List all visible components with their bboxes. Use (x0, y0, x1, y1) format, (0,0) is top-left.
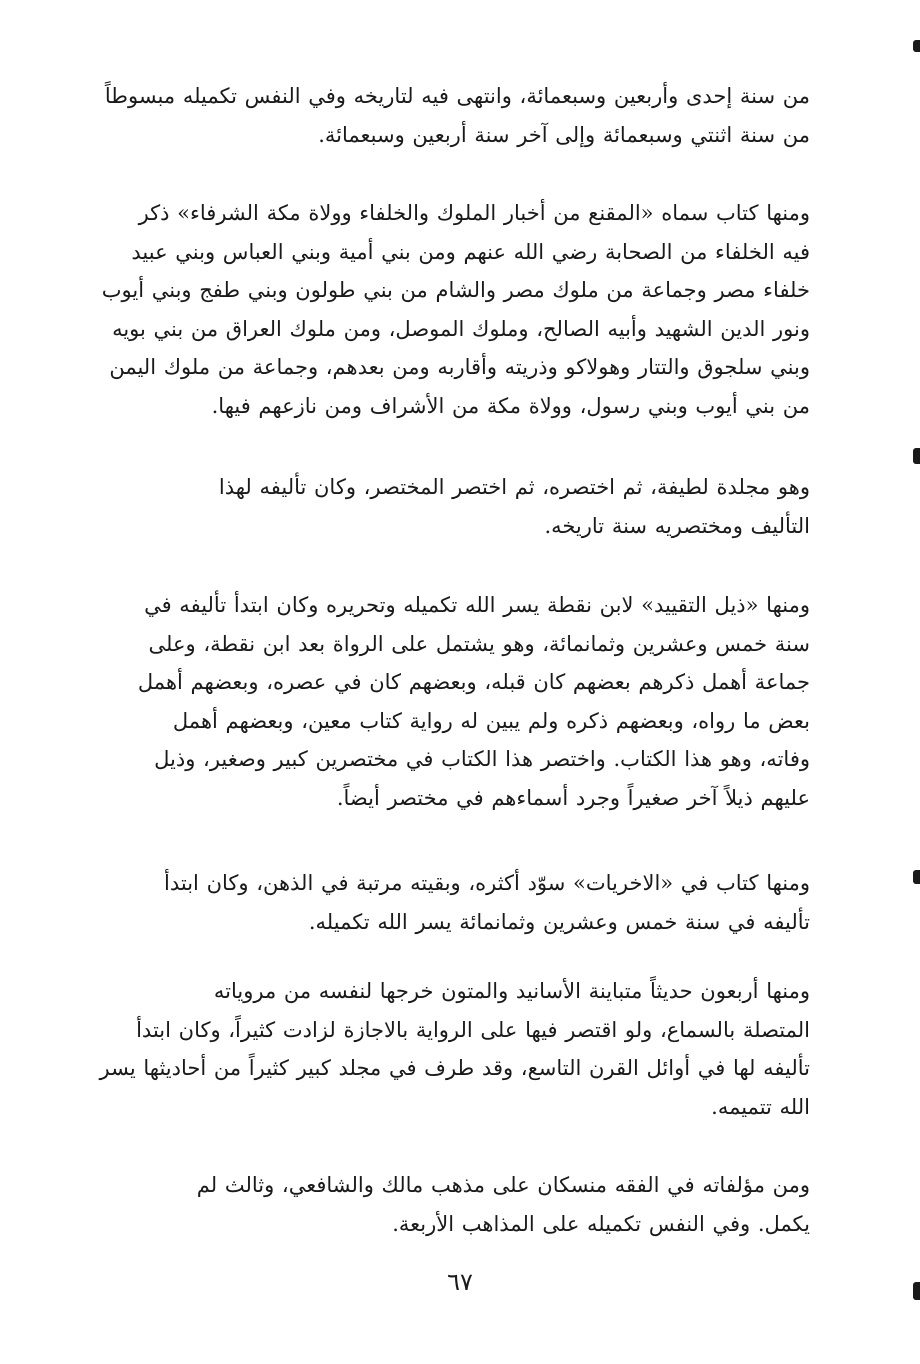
text-line: عليهم ذيلاً آخر صغيراً وجرد أسماءهم في مختصر أيضاً. (336, 785, 810, 810)
scan-edge-mark (913, 448, 920, 464)
paragraph-7 (78, 1166, 810, 1243)
text-line: بعض ما رواه، وبعضهم ذكره ولم يبين له رواية كتاب معين، وبعضهم أهمل (172, 708, 810, 733)
text-line: خلفاء مصر وجماعة من ملوك مصر والشام من بني طولون وبني طفج وبني أيوب (101, 278, 810, 302)
paragraph-4 (78, 586, 810, 817)
text-line: من سنة اثنتي وسبعمائة وإلى آخر سنة أربعين وسبعمائة. (318, 122, 810, 147)
text-line: جماعة أهمل ذكرهم بعضهم كان قبله، وبعضهم كان في عصره، وبعضهم أهمل (137, 670, 810, 694)
text-line: المتصلة بالسماع، ولو اقتصر فيها على الرواية بالاجازة لزادت كثيراً، وكان ابتدأ (136, 1017, 810, 1042)
paragraph-3 (78, 468, 810, 545)
text-line: ومنها كتاب في «الاخريات» سوّد أكثره، وبقيته مرتبة في الذهن، وكان ابتدأ (164, 871, 810, 895)
text-line: التأليف ومختصريه سنة تاريخه. (544, 513, 810, 538)
scan-edge-mark (913, 1282, 920, 1300)
text-line: وهو مجلدة لطيفة، ثم اختصره، ثم اختصر المختصر، وكان تأليفه لهذا (218, 475, 810, 499)
text-line: من سنة إحدى وأربعين وسبعمائة، وانتهى فيه لتاريخه وفي النفس تكميله مبسوطاً (104, 84, 810, 108)
text-line: الله تتميمه. (711, 1094, 810, 1119)
text-line: ومنها أربعون حديثاً متباينة الأسانيد والمتون خرجها لنفسه من مروياته (213, 979, 810, 1003)
paragraph-6 (78, 972, 810, 1126)
text-line: ومنها كتاب سماه «المقنع من أخبار الملوك والخلفاء وولاة مكة الشرفاء» ذكر (138, 201, 810, 225)
text-line: ومنها «ذيل التقييد» لابن نقطة يسر الله تكميله وتحريره وكان ابتدأ تأليفه في (144, 593, 810, 617)
text-line: فيه الخلفاء من الصحابة رضي الله عنهم ومن بني أمية وبني العباس وبني عبيد (131, 239, 810, 264)
text-line: تأليفه في سنة خمس وعشرين وثمانمائة يسر الله تكميله. (308, 909, 810, 934)
text-line: من بني أيوب وبني رسول، وولاة مكة من الأشراف ومن نازعهم فيها. (211, 393, 810, 418)
text-line: وبني سلجوق والتتار وهولاكو وذريته وأقاربه ومن بعدهم، وجماعة من ملوك اليمن (109, 355, 810, 379)
paragraph-2 (78, 194, 810, 425)
text-line: ومن مؤلفاته في الفقه منسكان على مذهب مالك والشافعي، وثالث لم (196, 1173, 810, 1197)
paragraph-1 (78, 77, 810, 154)
scan-edge-mark (913, 40, 920, 52)
scan-edge-mark (913, 870, 920, 884)
text-line: ونور الدين الشهيد وأبيه الصالح، وملوك الموصل، ومن ملوك العراق من بني بويه (112, 316, 810, 341)
page-number: ٦٧ (447, 1268, 473, 1296)
text-line: سنة خمس وعشرين وثمانمائة، وهو يشتمل على الرواة بعد ابن نقطة، وعلى (148, 631, 810, 656)
text-line: يكمل. وفي النفس تكميله على المذاهب الأربعة. (392, 1211, 810, 1236)
paragraph-5 (78, 864, 810, 941)
text-line: وفاته، وهو هذا الكتاب. واختصر هذا الكتاب في مختصرين كبير وصغير، وذيل (154, 747, 810, 771)
text-line: تأليفه لها في أوائل القرن التاسع، وقد طرف في مجلد كبير كثيراً من أحاديثها يسر (99, 1056, 810, 1080)
